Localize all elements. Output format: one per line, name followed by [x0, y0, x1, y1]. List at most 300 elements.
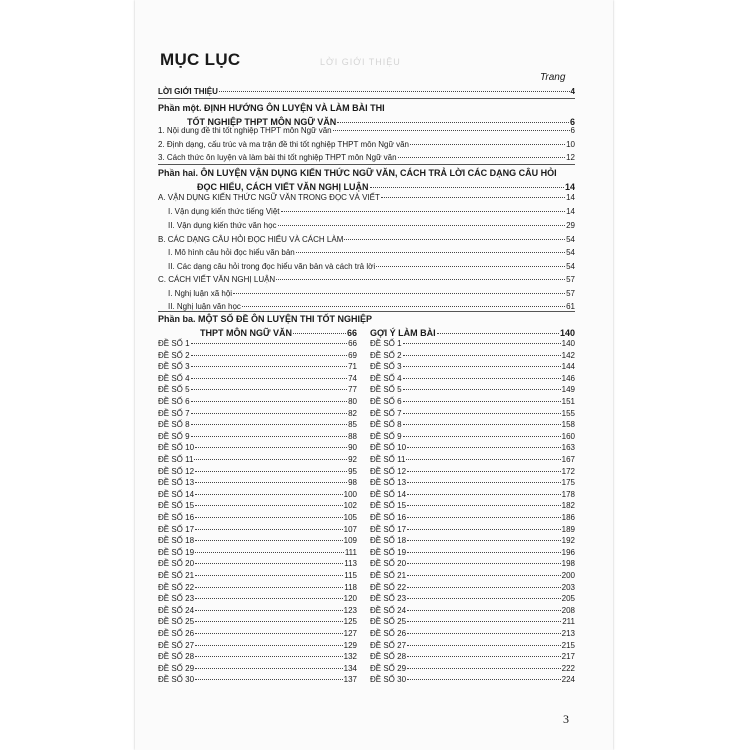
toc-entry	[370, 409, 575, 419]
toc-page: 113	[344, 559, 357, 569]
toc-entry	[370, 594, 575, 604]
toc-page: 77	[348, 385, 357, 395]
toc-page: 66	[346, 328, 357, 338]
toc-label: ĐỌC HIỂU, CÁCH VIẾT VĂN NGHỊ LUẬN	[197, 182, 369, 192]
toc-label: ĐỀ SỐ 21	[370, 571, 407, 580]
toc-label: THPT MÔN NGỮ VĂN	[200, 328, 292, 338]
toc-label: A. VẬN DỤNG KIẾN THỨC NGỮ VĂN TRONG ĐỌC VÀ VIẾT	[158, 193, 380, 202]
trang-label: Trang	[540, 72, 566, 83]
toc-page: 224	[561, 675, 575, 685]
toc-entry	[158, 153, 575, 163]
dot-leader	[191, 389, 348, 390]
toc-entry	[370, 629, 575, 639]
toc-entry	[158, 275, 575, 285]
toc-page: 213	[561, 629, 575, 638]
dot-leader	[403, 413, 561, 414]
dot-leader	[407, 656, 561, 657]
toc-label: ĐỀ SỐ 5	[370, 385, 402, 395]
toc-entry	[370, 583, 575, 593]
dot-leader	[191, 424, 348, 425]
toc-page: 123	[343, 605, 357, 615]
dot-leader	[195, 563, 343, 564]
toc-label: 3. Cách thức ôn luyện và làm bài thi tốt nghiệp THPT môn Ngữ văn	[158, 153, 397, 162]
toc-label: ĐỀ SỐ 28	[370, 652, 407, 662]
toc-page: 118	[344, 582, 357, 592]
toc-page: 149	[561, 385, 575, 395]
toc-label: ĐỀ SỐ 23	[370, 594, 407, 604]
dot-leader	[407, 540, 561, 541]
toc-page: 14	[566, 207, 575, 216]
toc-entry	[370, 351, 575, 361]
dot-leader	[195, 656, 343, 657]
toc-entry	[370, 362, 575, 372]
toc-entry	[370, 675, 575, 685]
toc-label: ĐỀ SỐ 9	[370, 431, 402, 441]
dot-leader	[403, 424, 561, 425]
toc-entry	[370, 652, 575, 662]
toc-page: 109	[343, 536, 357, 546]
toc-label: ĐỀ SỐ 12	[370, 466, 407, 476]
dot-leader	[407, 447, 561, 448]
dot-leader	[407, 494, 561, 495]
toc-page: 74	[348, 373, 357, 383]
toc-label: ĐỀ SỐ 10	[158, 443, 195, 453]
toc-page: 182	[561, 501, 575, 511]
toc-page: 102	[343, 501, 357, 511]
dot-leader	[370, 187, 564, 188]
divider	[158, 98, 575, 99]
toc-entry	[370, 432, 575, 442]
toc-entry	[158, 385, 357, 395]
toc-entry	[370, 617, 575, 627]
part3-heading: Phần ba. MỘT SỐ ĐỀ ÔN LUYỆN THI TỐT NGHIỆP	[158, 314, 373, 324]
dot-leader	[407, 633, 561, 634]
toc-entry	[370, 420, 575, 430]
toc-label: ĐỀ SỐ 12	[158, 466, 195, 476]
toc-label: ĐỀ SỐ 27	[158, 640, 195, 650]
toc-entry	[158, 536, 357, 546]
toc-label: ĐỀ SỐ 1	[158, 339, 190, 348]
toc-label: ĐỀ SỐ 10	[370, 443, 407, 453]
toc-entry	[168, 289, 575, 299]
toc-label: I. Nghị luận xã hội	[168, 289, 233, 298]
toc-label: ĐỀ SỐ 11	[370, 455, 406, 464]
dot-leader	[407, 552, 561, 553]
toc-entry	[158, 420, 357, 430]
toc-page: 54	[566, 235, 575, 244]
toc-entry	[158, 559, 357, 569]
toc-page: 205	[561, 594, 575, 604]
toc-label: ĐỀ SỐ 5	[158, 385, 190, 395]
part2-heading-line2	[197, 182, 575, 192]
toc-entry	[158, 513, 357, 523]
toc-entry	[158, 362, 357, 372]
toc-page: 151	[561, 397, 575, 406]
toc-label: ĐỀ SỐ 15	[158, 501, 195, 511]
toc-page: 88	[348, 431, 357, 441]
hints-heading	[370, 328, 575, 338]
dot-leader	[191, 378, 348, 379]
toc-page: 120	[343, 594, 357, 604]
dot-leader	[191, 366, 348, 367]
toc-label: ĐỀ SỐ 7	[370, 408, 402, 418]
dot-leader	[407, 610, 561, 611]
toc-page: 132	[343, 652, 357, 662]
toc-entry	[370, 339, 575, 349]
toc-page: 6	[569, 117, 575, 127]
toc-entry	[370, 548, 575, 558]
toc-entry	[370, 490, 575, 500]
toc-label: ĐỀ SỐ 2	[370, 350, 402, 360]
toc-label: ĐỀ SỐ 2	[158, 350, 190, 360]
toc-page: 127	[343, 629, 357, 638]
dot-leader	[195, 552, 344, 553]
toc-label: ĐỀ SỐ 14	[158, 489, 195, 499]
toc-entry	[158, 652, 357, 662]
toc-label: ĐỀ SỐ 22	[158, 582, 195, 592]
toc-page: 211	[562, 617, 575, 627]
page-title: MỤC LỤC	[160, 50, 241, 69]
toc-label: ĐỀ SỐ 23	[158, 594, 195, 604]
dot-leader	[278, 225, 566, 226]
toc-label: ĐỀ SỐ 27	[370, 640, 407, 650]
toc-page: 61	[566, 302, 575, 311]
toc-entry	[158, 455, 357, 465]
toc-label: ĐỀ SỐ 24	[158, 605, 195, 615]
toc-page: 215	[561, 640, 575, 650]
dot-leader	[406, 459, 560, 460]
toc-entry	[370, 641, 575, 651]
dot-leader	[407, 679, 561, 680]
toc-label: II. Các dạng câu hỏi trong đọc hiểu văn bản và cách trả lời	[168, 262, 376, 271]
toc-label: GỢI Ý LÀM BÀI	[370, 328, 436, 338]
toc-page: 71	[348, 362, 357, 372]
toc-entry	[158, 675, 357, 685]
toc-page: 54	[566, 262, 575, 271]
dot-leader	[407, 471, 561, 472]
dot-leader	[195, 645, 343, 646]
dot-leader	[276, 279, 565, 280]
toc-entry	[370, 478, 575, 488]
toc-page: 12	[566, 153, 575, 162]
dot-leader	[398, 157, 566, 158]
toc-entry	[168, 248, 575, 258]
toc-entry	[158, 126, 575, 136]
toc-label: I. Mô hình câu hỏi đọc hiểu văn bản	[168, 248, 295, 257]
dot-leader	[195, 529, 343, 530]
dot-leader	[195, 517, 343, 518]
toc-page: 95	[348, 466, 357, 476]
toc-page: 66	[348, 339, 357, 348]
toc-entry	[158, 443, 357, 453]
toc-entry	[370, 664, 575, 674]
toc-entry	[158, 374, 357, 384]
dot-leader	[407, 621, 561, 622]
dot-leader	[195, 447, 347, 448]
toc-label: ĐỀ SỐ 7	[158, 408, 190, 418]
divider	[158, 311, 575, 312]
toc-page: 196	[561, 547, 575, 557]
toc-entry	[370, 501, 575, 511]
dot-leader	[344, 239, 565, 240]
toc-label: ĐỀ SỐ 8	[370, 420, 402, 430]
toc-entry	[370, 374, 575, 384]
toc-page: 186	[561, 513, 575, 522]
dot-leader	[195, 668, 343, 669]
toc-label: ĐỀ SỐ 3	[370, 362, 402, 372]
toc-entry	[158, 490, 357, 500]
toc-label: ĐỀ SỐ 19	[158, 547, 195, 557]
toc-entry	[158, 641, 357, 651]
dot-leader	[407, 529, 561, 530]
toc-label: ĐỀ SỐ 22	[370, 582, 407, 592]
dot-leader	[191, 343, 348, 344]
toc-entry	[158, 548, 357, 558]
dot-leader	[410, 144, 565, 145]
part1-heading: Phần một. ĐỊNH HƯỚNG ÔN LUYỆN VÀ LÀM BÀI THI	[158, 103, 385, 113]
toc-label: ĐỀ SỐ 8	[158, 420, 190, 430]
toc-page: 129	[343, 640, 357, 650]
toc-entry	[158, 193, 575, 203]
dot-leader	[281, 211, 566, 212]
toc-entry	[370, 455, 575, 465]
dot-leader	[407, 587, 561, 588]
toc-label: ĐỀ SỐ 16	[158, 513, 195, 522]
toc-page: 107	[343, 524, 357, 534]
toc-entry	[158, 467, 357, 477]
dot-leader	[403, 343, 561, 344]
toc-page: 82	[348, 408, 357, 418]
toc-page: 111	[344, 547, 357, 557]
toc-label: LỜI GIỚI THIỆU	[158, 87, 218, 96]
toc-label: ĐỀ SỐ 4	[370, 373, 402, 383]
dot-leader	[407, 598, 561, 599]
toc-page: 98	[348, 478, 357, 488]
toc-entry	[370, 606, 575, 616]
toc-page: 14	[564, 182, 575, 192]
dot-leader	[195, 633, 343, 634]
toc-page: 192	[561, 536, 575, 546]
toc-entry	[158, 351, 357, 361]
toc-intro	[158, 87, 575, 97]
toc-label: B. CÁC DẠNG CÂU HỎI ĐỌC HIỂU VÀ CÁCH LÀM	[158, 235, 344, 244]
dot-leader	[381, 197, 565, 198]
toc-page: 90	[348, 443, 357, 453]
toc-label: ĐỀ SỐ 26	[158, 629, 195, 638]
toc-label: ĐỀ SỐ 9	[158, 431, 190, 441]
toc-entry	[158, 571, 357, 581]
dot-leader	[403, 389, 561, 390]
dot-leader	[195, 610, 343, 611]
toc-entry	[370, 467, 575, 477]
toc-label: ĐỀ SỐ 30	[370, 675, 407, 685]
toc-entry	[370, 513, 575, 523]
dot-leader	[195, 494, 343, 495]
dot-leader	[195, 471, 347, 472]
toc-page: 57	[566, 275, 575, 284]
toc-entry	[168, 221, 575, 231]
toc-label: ĐỀ SỐ 18	[370, 536, 407, 546]
toc-label: ĐỀ SỐ 26	[370, 629, 407, 638]
toc-label: ĐỀ SỐ 14	[370, 489, 407, 499]
dot-leader	[403, 366, 561, 367]
toc-entry	[370, 571, 575, 581]
toc-page: 6	[570, 126, 575, 135]
toc-label: ĐỀ SỐ 20	[370, 559, 407, 569]
dot-leader	[407, 563, 561, 564]
dot-leader	[333, 130, 570, 131]
toc-label: ĐỀ SỐ 20	[158, 559, 195, 569]
dot-leader	[191, 401, 348, 402]
part2-heading: Phần hai. ÔN LUYỆN VẬN DỤNG KIẾN THỨC NGỮ VĂN, CÁCH TRẢ LỜI CÁC DẠNG CÂU HỎI	[158, 168, 557, 178]
dot-leader	[195, 540, 343, 541]
dot-leader	[296, 252, 565, 253]
dot-leader	[195, 575, 343, 576]
toc-entry	[158, 397, 357, 407]
toc-page: 54	[566, 248, 575, 257]
toc-label: ĐỀ SỐ 15	[370, 501, 407, 511]
toc-entry	[158, 629, 357, 639]
toc-entry	[158, 583, 357, 593]
divider	[158, 164, 575, 165]
toc-page: 137	[343, 675, 357, 685]
toc-label: ĐỀ SỐ 11	[158, 455, 194, 464]
dot-leader	[407, 575, 561, 576]
dot-leader	[337, 122, 569, 123]
dot-leader	[191, 436, 348, 437]
dot-leader	[407, 505, 561, 506]
toc-label: ĐỀ SỐ 28	[158, 652, 195, 662]
toc-entry	[158, 339, 357, 349]
dot-leader	[403, 355, 561, 356]
toc-page: 80	[348, 397, 357, 406]
toc-label: ĐỀ SỐ 13	[158, 478, 195, 488]
dot-leader	[403, 378, 561, 379]
toc-page: 69	[348, 350, 357, 360]
toc-page: 57	[566, 289, 575, 298]
toc-entry	[370, 385, 575, 395]
dot-leader	[195, 587, 343, 588]
toc-entry	[370, 443, 575, 453]
toc-entry	[158, 594, 357, 604]
toc-entry	[168, 262, 575, 272]
toc-page: 85	[348, 420, 357, 430]
toc-entry	[370, 525, 575, 535]
dot-leader	[376, 266, 565, 267]
dot-leader	[407, 645, 561, 646]
toc-label: ĐỀ SỐ 6	[158, 397, 190, 406]
toc-page: 175	[561, 478, 575, 488]
toc-page: 155	[561, 408, 575, 418]
toc-label: ĐỀ SỐ 1	[370, 339, 402, 348]
dot-leader	[195, 598, 343, 599]
toc-label: 2. Định dạng, cấu trúc và ma trận đề thi tốt nghiệp THPT môn Ngữ văn	[158, 140, 409, 149]
toc-label: II. Vận dụng kiến thức văn học	[168, 221, 277, 230]
bleed-through-text: LỜI GIỚI THIỆU	[320, 57, 401, 67]
toc-label: C. CÁCH VIẾT VĂN NGHỊ LUẬN	[158, 275, 276, 284]
toc-label: ĐỀ SỐ 19	[370, 547, 407, 557]
dot-leader	[407, 517, 561, 518]
toc-page: 208	[561, 605, 575, 615]
toc-page: 146	[561, 373, 575, 383]
toc-page: 160	[561, 431, 575, 441]
dot-leader	[293, 333, 346, 334]
toc-page: 172	[561, 466, 575, 476]
toc-page: 178	[561, 489, 575, 499]
toc-entry	[370, 536, 575, 546]
toc-page: 217	[561, 652, 575, 662]
dot-leader	[195, 482, 347, 483]
dot-leader	[195, 621, 343, 622]
toc-page: 189	[561, 524, 575, 534]
toc-entry	[370, 397, 575, 407]
toc-label: ĐỀ SỐ 21	[158, 571, 195, 580]
toc-page: 14	[566, 193, 575, 202]
toc-entry	[158, 617, 357, 627]
dot-leader	[194, 459, 347, 460]
dot-leader	[407, 668, 561, 669]
toc-label: ĐỀ SỐ 25	[158, 617, 195, 627]
dot-leader	[403, 401, 561, 402]
dot-leader	[407, 482, 561, 483]
toc-page: 115	[344, 571, 357, 580]
toc-page: 10	[566, 140, 575, 149]
toc-entry	[158, 664, 357, 674]
toc-label: TỐT NGHIỆP THPT MÔN NGỮ VĂN	[187, 117, 337, 127]
toc-page: 158	[561, 420, 575, 430]
toc-label: ĐỀ SỐ 29	[370, 663, 407, 673]
toc-entry	[158, 409, 357, 419]
toc-label: ĐỀ SỐ 29	[158, 663, 195, 673]
dot-leader	[403, 436, 561, 437]
toc-label: I. Vận dụng kiến thức tiếng Việt	[168, 207, 280, 216]
toc-entry	[158, 501, 357, 511]
toc-page: 142	[561, 350, 575, 360]
toc-page: 134	[343, 663, 357, 673]
toc-page: 222	[561, 663, 575, 673]
toc-label: ĐỀ SỐ 25	[370, 617, 407, 627]
toc-entry	[158, 140, 575, 150]
dot-leader	[242, 306, 565, 307]
toc-page: 167	[561, 455, 575, 464]
toc-label: ĐỀ SỐ 17	[158, 524, 195, 534]
dot-leader	[191, 413, 348, 414]
toc-label: ĐỀ SỐ 24	[370, 605, 407, 615]
dot-leader	[219, 91, 570, 92]
toc-page: 29	[566, 221, 575, 230]
toc-label: ĐỀ SỐ 13	[370, 478, 407, 488]
toc-entry	[168, 207, 575, 217]
toc-entry	[158, 606, 357, 616]
toc-page: 163	[561, 443, 575, 453]
part3-heading-line2	[200, 328, 357, 338]
toc-label: ĐỀ SỐ 17	[370, 524, 407, 534]
toc-page: 100	[343, 489, 357, 499]
toc-label: ĐỀ SỐ 30	[158, 675, 195, 685]
dot-leader	[191, 355, 348, 356]
toc-page: 200	[561, 571, 575, 580]
toc-page: 140	[561, 339, 575, 348]
toc-entry	[158, 432, 357, 442]
toc-page: 144	[561, 362, 575, 372]
toc-page: 125	[343, 617, 357, 627]
page-number: 3	[563, 712, 569, 726]
toc-page: 198	[561, 559, 575, 569]
toc-label: ĐỀ SỐ 16	[370, 513, 407, 522]
dot-leader	[233, 293, 565, 294]
toc-label: ĐỀ SỐ 3	[158, 362, 190, 372]
toc-entry	[158, 235, 575, 245]
